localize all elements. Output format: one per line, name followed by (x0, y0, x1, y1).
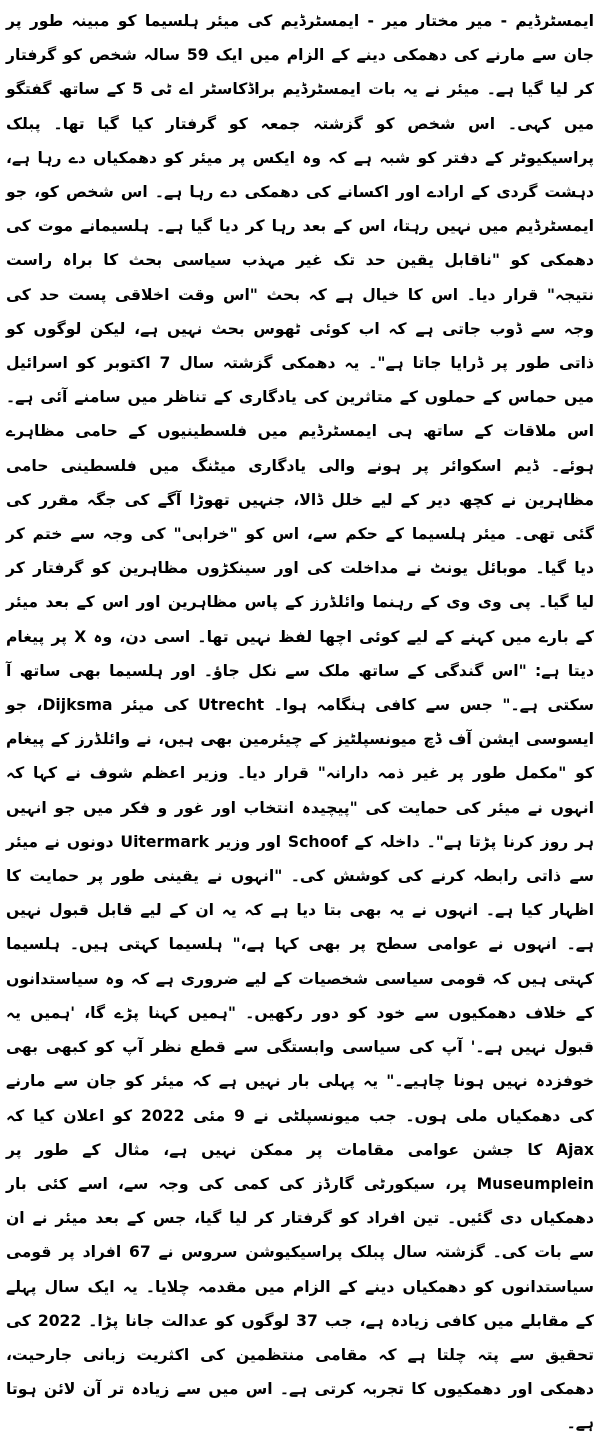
article-body-text: ایمسٹرڈیم - میر مختار میر - ایمسٹرڈیم کی میئر ہلسیما کو مبینہ طور پر جان سے مارنے کی دھمکی دینے کے الزام میں ایک 59 سالہ شخص کو گرفتار کر لیا گیا ہے۔ میئر نے یہ بات ایمسٹرڈیم براڈکاسٹر اے ٹی 5 کے ساتھ گفتگو میں کہی۔ اس شخص کو گزشتہ جمعہ کو گرفتار کیا گیا تھا۔ پبلک پراسیکیوٹر کے دفتر کو شبہ ہے کہ وہ ایکس پر میئر کو دھمکیاں دے رہا ہے، دہشت گردی کے ارادے اور اکسانے کی دھمکی دے رہا ہے۔ اس شخص کو، جو ایمسٹرڈیم میں نہیں رہتا، اس کے بعد رہا کر دیا گیا ہے۔ ہلسیمانے موت کی دھمکی کو "ناقابل یقین حد تک غیر مہذب سیاسی بحث کا براہ راست نتیجہ" قرار دیا۔ اس کا خیال ہے کہ بحث "اس وقت اخلاقی پست حد کی وجہ سے ڈوب جاتی ہے کہ اب کوئی ٹھوس بحث نہیں ہے، لیکن لوگوں کو ذاتی طور پر ڈرایا جاتا ہے"۔ یہ دھمکی گزشتہ سال 7 اکتوبر کو اسرائیل میں حماس کے حملوں کے متاثرین کی یادگاری کے تناظر میں سامنے آئی ہے۔ اس ملاقات کے ساتھ ہی ایمسٹرڈیم میں فلسطینیوں کے حامی مظاہرے ہوئے۔ ڈیم اسکوائر پر ہونے والی یادگاری میٹنگ میں فلسطینی حامی مظاہرین نے کچھ دیر کے لیے خلل ڈالا، جنہیں تھوڑا آگے کی جگہ مقرر کی گئی تھی۔ میئر ہلسیما کے حکم سے، اس کو "خرابی" کی وجہ سے ختم کر دیا گیا۔ موبائل یونٹ نے مداخلت کی اور سینکڑوں مظاہرین کو گرفتار کر لیا گیا۔ پی وی وی کے رہنما وائلڈرز کے پاس مظاہرین اور اس کے بعد میئر کے بارے میں کہنے کے لیے کوئی اچھا لفظ نہیں تھا۔ اسی دن، وہ X پر پیغام دیتا ہے: "اس گندگی کے ساتھ ملک سے نکل جاؤ۔ اور ہلسیما بھی ساتھ آ سکتی ہے۔" جس سے کافی ہنگامہ ہوا۔ Utrecht کی میئر Dijksma، جو ایسوسی ایشن آف ڈچ میونسپلٹیز کے چیئرمین بھی ہیں، نے وائلڈرز کے پیغام کو "مکمل طور پر غیر ذمہ دارانہ" قرار دیا۔ وزیر اعظم شوف نے کہا کہ انہوں نے میئر کی حمایت کی "پیچیدہ انتخاب اور غور و فکر میں جو انہیں ہر روز کرنا پڑتا ہے"۔ داخلہ کے Schoof اور وزیر Uitermark دونوں نے میئر سے ذاتی رابطہ کرنے کی کوشش کی۔ "انہوں نے یقینی طور پر حمایت کا اظہار کیا ہے۔ انہوں نے یہ بھی بتا دیا ہے کہ یہ ان کے لیے قابل قبول نہیں ہے۔ انہوں نے عوامی سطح پر بھی کہا ہے،" ہلسیما کہتی ہیں۔ ہلسیما کہتی ہیں کہ قومی سیاسی شخصیات کے لیے ضروری ہے کہ وہ سیاستدانوں کے خلاف دھمکیوں سے خود کو دور رکھیں۔ "ہمیں کہنا پڑے گا، 'ہمیں یہ قبول نہیں ہے۔' آپ کی سیاسی وابستگی سے قطع نظر آپ کو کبھی بھی خوفزدہ نہیں ہونا چاہیے۔" یہ پہلی بار نہیں ہے کہ میئر کو جان سے مارنے کی دھمکیاں ملی ہوں۔ جب میونسپلٹی نے 9 مئی 2022 کو اعلان کیا کہ Ajax کا جشن عوامی مقامات پر ممکن نہیں ہے، مثال کے طور پر Museumplein پر، سیکورٹی گارڈز کی کمی کی وجہ سے، اسے کئی بار دھمکیاں دی گئیں۔ تین افراد کو گرفتار کر لیا گیا، جس کے بعد میئر نے ان سے بات کی۔ گزشتہ سال پبلک پراسیکیوشن سروس نے 67 افراد پر قومی سیاستدانوں کو دھمکیاں دینے کے الزام میں مقدمہ چلایا۔ یہ ایک سال پہلے کے مقابلے میں کافی زیادہ ہے، جب 37 لوگوں کو عدالت جانا پڑا۔ 2022 کی تحقیق سے پتہ چلتا ہے کہ مقامی منتظمین کی اکثریت زبانی جارحیت، دھمکی اور دھمکیوں کا تجربہ کرتی ہے۔ اس میں سے زیادہ تر آن لائن ہوتا ہے۔ (6, 12, 595, 1433)
